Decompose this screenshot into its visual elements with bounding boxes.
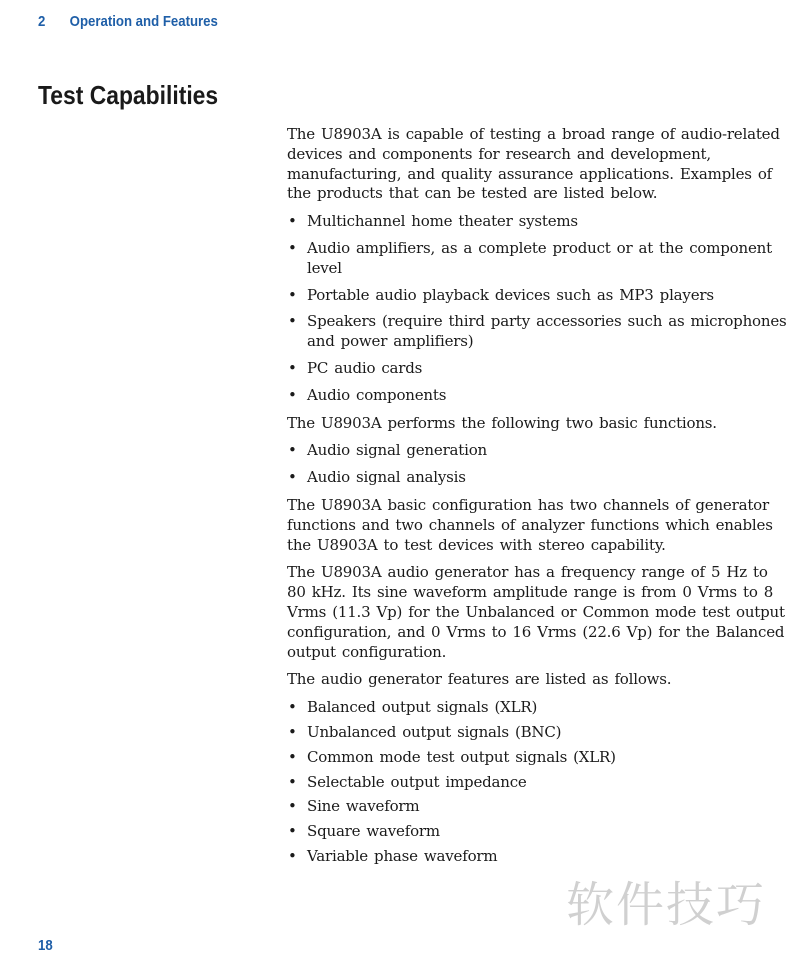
list-item	[287, 698, 787, 718]
list-item	[287, 239, 787, 279]
basic-config-paragraph: The U8903A basic configuration has two channels of generator functions and two channels of analyzer functions which enables the U8903A to test devices with stereo capability.	[287, 495, 773, 554]
list-item	[287, 723, 787, 743]
list-item-text: Balanced output signals (XLR)	[307, 698, 538, 717]
bullet-icon: •	[288, 747, 297, 766]
bullet-icon: •	[288, 312, 297, 331]
list-item-text: Square waveform	[307, 822, 440, 841]
section-title: Test Capabilities	[38, 80, 219, 110]
list-item-text: Speakers (require third party accessories such as microphones and power amplifiers)	[307, 312, 787, 351]
list-item	[287, 386, 787, 406]
generator-range-paragraph: The U8903A audio generator has a frequency range of 5 Hz to 80 kHz. Its sine waveform amplitude range is from 0 Vrms to 8 Vrms (11.3 Vp) for the Unbalanced or Common mode test output configuration, and 0 Vrms to 16 Vrms (22.6 Vp) for the Balanced output configuration.	[287, 563, 785, 661]
list-item-text: PC audio cards	[307, 358, 423, 377]
bullet-icon: •	[288, 238, 297, 257]
bullet-icon: •	[288, 358, 297, 377]
bullet-icon: •	[288, 698, 297, 717]
list-item	[287, 212, 787, 232]
functions-list	[287, 441, 787, 488]
list-item-text: Variable phase waveform	[307, 846, 498, 865]
bullet-icon: •	[288, 722, 297, 741]
bullet-icon: •	[288, 441, 297, 460]
list-item	[287, 441, 787, 461]
body-content	[287, 125, 787, 875]
list-item	[287, 748, 787, 768]
list-item	[287, 822, 787, 842]
list-item	[287, 773, 787, 793]
intro-paragraph: The U8903A is capable of testing a broad range of audio-related devices and components for research and development, manufacturing, and quality assurance applications. Examples of the products that can be tested are listed below.	[287, 125, 780, 203]
bullet-icon: •	[288, 212, 297, 231]
list-item-text: Unbalanced output signals (BNC)	[307, 722, 562, 741]
bullet-icon: •	[288, 822, 297, 841]
features-intro-paragraph: The audio generator features are listed as follows.	[287, 670, 672, 689]
page-number: 18	[38, 937, 53, 954]
list-item	[287, 312, 787, 352]
list-item-text: Multichannel home theater systems	[307, 212, 578, 231]
chapter-number: 2	[38, 13, 46, 30]
bullet-icon: •	[288, 385, 297, 404]
products-list	[287, 212, 787, 405]
list-item-text: Sine waveform	[307, 797, 420, 816]
functions-intro-paragraph: The U8903A performs the following two basic functions.	[287, 413, 717, 432]
list-item-text: Audio amplifiers, as a complete product or at the component level	[307, 238, 772, 277]
list-item	[287, 847, 787, 867]
list-item	[287, 359, 787, 379]
running-header	[38, 13, 218, 30]
bullet-icon: •	[288, 772, 297, 791]
watermark: 软件技巧	[566, 877, 767, 933]
chapter-title: Operation and Features	[69, 13, 218, 30]
list-item-text: Selectable output impedance	[307, 772, 527, 791]
list-item	[287, 797, 787, 817]
bullet-icon: •	[288, 285, 297, 304]
list-item-text: Audio signal generation	[307, 441, 488, 460]
list-item-text: Portable audio playback devices such as MP3 players	[307, 285, 714, 304]
bullet-icon: •	[288, 797, 297, 816]
list-item-text: Audio signal analysis	[307, 468, 466, 487]
list-item	[287, 468, 787, 488]
list-item	[287, 286, 787, 306]
bullet-icon: •	[288, 468, 297, 487]
list-item-text: Audio components	[307, 385, 447, 404]
list-item-text: Common mode test output signals (XLR)	[307, 747, 616, 766]
bullet-icon: •	[288, 846, 297, 865]
features-list	[287, 698, 787, 867]
